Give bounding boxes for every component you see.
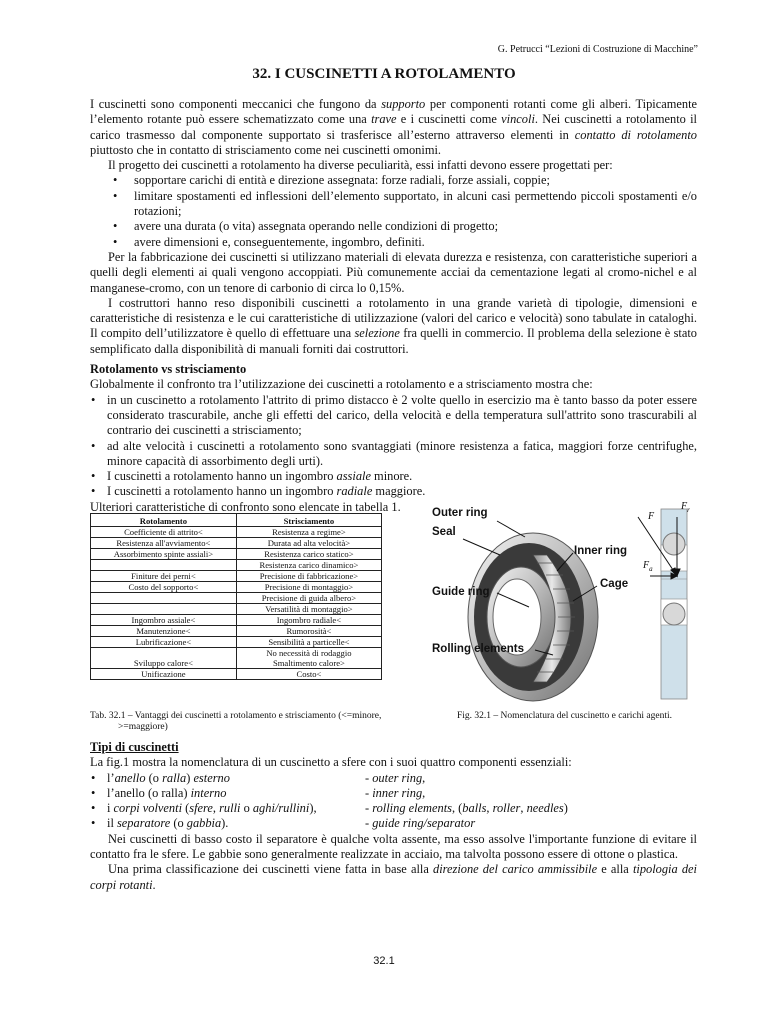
table-cell-sliding: Ingombro radiale< — [236, 615, 381, 626]
table-cell-sliding: Precisione di montaggio> — [236, 582, 381, 593]
intro-paragraph-1: I cuscinetti sono componenti meccanici che fungono da supporto per componenti rotanti come gli alberi. Tipicamente l’elemento rotante può essere schematizzato come una trave e i cuscinetti come vincoli. Nei cuscinetti a rotolamento il carico trasmesso dal componente supportato si trasferisce all’esterno attraverso elementi in contatto di rotolamento piuttosto che in contatto di strisciamento come nei cuscinetti omonimi. — [90, 97, 698, 157]
table-caption-line: Tab. 32.1 – Vantaggi dei cuscinetti a rotolamento e strisciamento (<=minore, — [90, 711, 382, 721]
section-heading-types: Tipi di cuscinetti — [90, 740, 179, 754]
list-item: • in un cuscinetto a rotolamento l'attrito di primo distacco è 2 volte quello in esercizio ma è tanto basso da poter essere considerato trascurabile, anche gli effetti del carico, della velocità e della temperatura sull'attrito sono trascurabili al contrario dei cuscinetti a strisciamento; — [90, 393, 697, 439]
table-row — [91, 582, 382, 593]
table-cell-rolling — [91, 560, 237, 571]
table-row — [91, 549, 382, 560]
table-row — [91, 527, 382, 538]
components-list — [90, 771, 697, 832]
table-row — [91, 669, 382, 680]
figure-caption: Fig. 32.1 – Nomenclatura del cuscinetto e carichi agenti. — [457, 711, 672, 721]
running-header: G. Petrucci “Lezioni di Costruzione di Macchine” — [497, 44, 698, 55]
table-cell-rolling: Costo del sopporto< — [91, 582, 237, 593]
intro-paragraph-2: Il progetto dei cuscinetti a rotolamento ha diverse peculiarità, essi infatti devono essere progettati per: — [108, 158, 613, 173]
table-row — [91, 637, 382, 648]
intro-paragraph-4: I costruttori hanno reso disponibili cuscinetti a rotolamento in una grande varietà di tipologie, dimensioni e caratteristiche di resistenza e le cui caratteristiche di utilizzazione (valori del carico e velocità) sono tabulate in cataloghi. Il compito dell’utilizzatore è quello di effettuare una selezione fra quelli in commercio. Il problema della selezione è stato semplificato dalla disponibilità di manuali forniti dai costruttori. — [90, 295, 698, 356]
label-seal: Seal — [432, 526, 456, 538]
label-rolling-elements: Rolling elements — [432, 643, 525, 655]
table-cell-sliding: Precisione di guida albero> — [236, 593, 381, 604]
bearing-illustration — [425, 497, 700, 702]
table-cell-rolling: Sviluppo calore< — [91, 648, 237, 669]
cross-section-schematic — [661, 509, 687, 699]
table-cell-rolling: Finiture dei perni< — [91, 571, 237, 582]
intro-paragraph-3: Per la fabbricazione dei cuscinetti si utilizzano materiali di elevata durezza e resistenza, con caratteristiche superiori a quelli degli elementi ai quali vengono accoppiati. Più comunemente acciai da cementazione legati al cromo-nichel e al manganese-cromo, con un tenore di carbonio di circa lo 0,15%. — [90, 249, 697, 295]
list-item: • l’anello (o ralla) interno - inner ring, — [90, 786, 697, 801]
comparison-lead: Globalmente il confronto tra l’utilizzazione dei cuscinetti a rotolamento e a strisciamento mostra che: — [90, 377, 593, 392]
table-row — [91, 571, 382, 582]
list-item: • limitare spostamenti ed inflessioni dell’elemento supportato, in alcuni casi permettendo piccoli spostamenti e/o rotazioni; — [90, 189, 697, 220]
list-item: • avere dimensioni e, conseguentemente, ingombro, definiti. — [90, 235, 697, 250]
types-lead: La fig.1 mostra la nomenclatura di un cuscinetto a sfere con i suoi quattro componenti essenziali: — [90, 755, 572, 770]
body-text-bottom — [90, 740, 697, 893]
table-row — [91, 593, 382, 604]
comparison-list — [90, 393, 697, 500]
table-cell-sliding: Resistenza a regime> — [236, 527, 381, 538]
table-row — [91, 604, 382, 615]
table-cell-rolling — [91, 593, 237, 604]
table-cell-rolling: Resistenza all'avviamento< — [91, 538, 237, 549]
table-cell-sliding — [236, 648, 381, 669]
body-text-top — [90, 97, 697, 515]
table-row — [91, 615, 382, 626]
list-item: • I cuscinetti a rotolamento hanno un ingombro radiale maggiore. — [90, 484, 697, 499]
list-item: • i corpi volventi (sfere, rulli o aghi/rullini), - rolling elements, (balls, roller, needles) — [90, 801, 697, 816]
comparison-table-body — [91, 527, 382, 680]
table-cell-sliding: Resistenza carico dinamico> — [236, 560, 381, 571]
comparison-closing: Ulteriori caratteristiche di confronto sono elencate in tabella 1. — [90, 499, 401, 514]
table-header-sliding: Strisciamento — [236, 514, 381, 527]
types-paragraph-1: Nei cuscinetti di basso costo il separatore è qualche volta assente, ma esso assolve l'importante funzione di evitare il contatto fra le sfere. Le gabbie sono generalmente realizzate in acciaio, ma talvolta possono essere di ottone o plastica. — [90, 831, 697, 862]
table-cell-rolling: Coefficiente di attrito< — [91, 527, 237, 538]
list-item: • sopportare carichi di entità e direzione assegnata: forze radiali, forze assiali, coppie; — [90, 173, 697, 188]
table-cell-line: No necessità di rodaggio — [266, 648, 352, 658]
label-outer-ring: Outer ring — [432, 507, 488, 519]
force-label-Fr: $F_r$ — [681, 501, 690, 514]
force-label-F: F — [648, 511, 655, 522]
table-row — [91, 560, 382, 571]
types-paragraph-2: Una prima classificazione dei cuscinetti viene fatta in base alla direzione del carico ammissibile e alla tipologia dei corpi rotanti. — [90, 862, 697, 892]
list-item: • I cuscinetti a rotolamento hanno un ingombro assiale minore. — [90, 469, 697, 484]
table-cell-sliding: Resistenza carico statico> — [236, 549, 381, 560]
section-heading-comparison: Rotolamento vs strisciamento — [90, 362, 247, 377]
table-cell-rolling: Ingombro assiale< — [91, 615, 237, 626]
table-cell-sliding: Costo< — [236, 669, 381, 680]
label-inner-ring: Inner ring — [574, 545, 628, 557]
label-guide-ring: Guide ring — [432, 586, 490, 598]
table-cell-line: Smaltimento calore> — [272, 658, 345, 668]
table-cell-sliding: Rumorosità< — [236, 626, 381, 637]
comparison-table — [90, 513, 382, 680]
table-cell-sliding: Durata ad alta velocità> — [236, 538, 381, 549]
table-cell-rolling: Lubrificazione< — [91, 637, 237, 648]
table-cell-rolling — [91, 604, 237, 615]
force-label-Fa: $F_a$ — [643, 560, 653, 573]
table-row — [91, 648, 382, 669]
chapter-title: 32. I CUSCINETTI A ROTOLAMENTO — [252, 66, 516, 82]
table-row — [91, 538, 382, 549]
page-number: 32.1 — [373, 955, 395, 967]
table-caption — [90, 711, 430, 733]
table-cell-rolling: Assorbimento spinte assiali> — [91, 549, 237, 560]
table-cell-sliding: Sensibilità a particelle< — [236, 637, 381, 648]
list-item: • ad alte velocità i cuscinetti a rotolamento sono svantaggiati (minore resistenza a fatica, maggiori forze centrifughe, minore capacità di assorbimento degli urti). — [90, 439, 697, 470]
list-item: • il separatore (o gabbia). - guide ring/separator — [90, 816, 697, 831]
design-requirements-list — [90, 173, 697, 249]
table-cell-rolling: Unificazione — [91, 669, 237, 680]
table-caption-line: >=maggiore) — [118, 722, 168, 732]
label-cage: Cage — [600, 578, 629, 590]
bearing-figure — [425, 497, 700, 702]
table-cell-sliding: Precisione di fabbricazione> — [236, 571, 381, 582]
table-row — [91, 626, 382, 637]
comparison-table-container — [90, 513, 382, 680]
table-cell-sliding: Versatilità di montaggio> — [236, 604, 381, 615]
list-item: • l’anello (o ralla) esterno - outer ring, — [90, 771, 697, 786]
list-item: • avere una durata (o vita) assegnata operando nelle condizioni di progetto; — [90, 219, 697, 234]
table-cell-rolling: Manutenzione< — [91, 626, 237, 637]
table-header-rolling: Rotolamento — [91, 514, 237, 527]
